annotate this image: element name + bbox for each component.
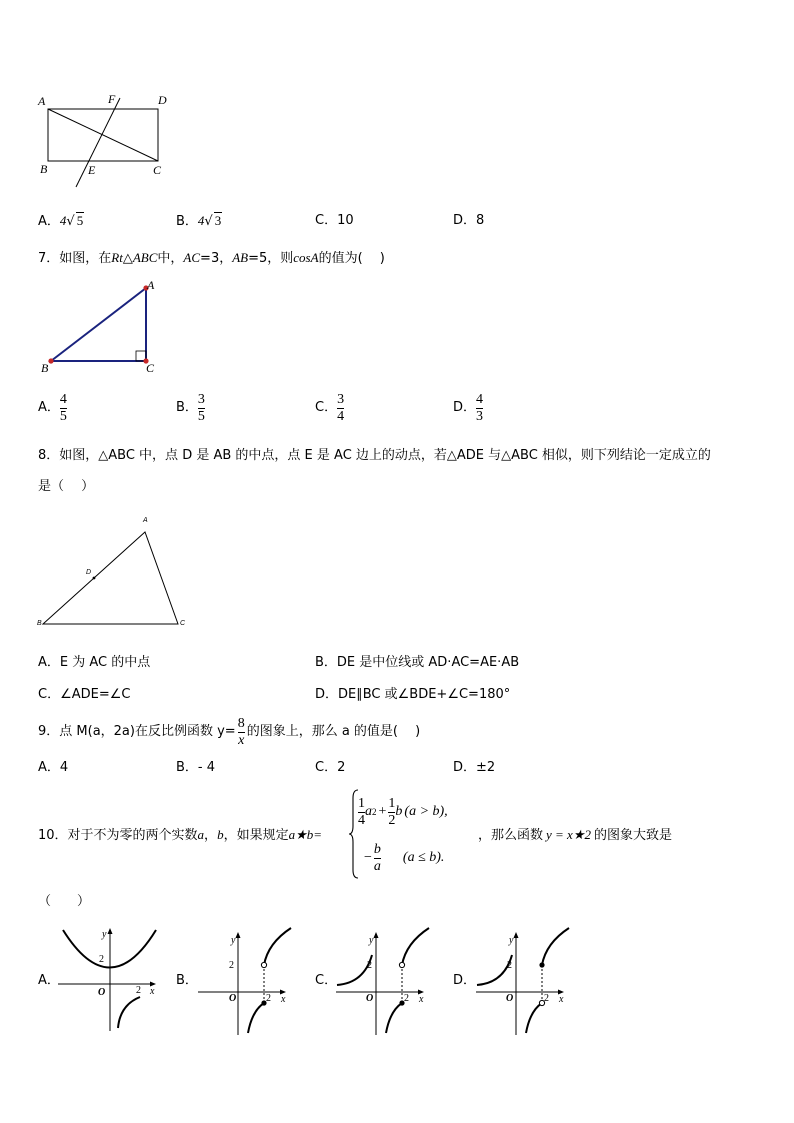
q8-stem-line1: 8．如图，△ABC 中，点 D 是 AB 的中点，点 E 是 AC 边上的动点，若△ADE 与△ABC 相似，则下列结论一定成立的 bbox=[38, 448, 711, 463]
q7-option-a[interactable]: A． $\frac{4}{5}$ bbox=[38, 391, 67, 424]
fraction: $\frac{8}{x}$ bbox=[237, 715, 245, 748]
label-E: E bbox=[88, 163, 96, 177]
label-A: A bbox=[143, 517, 148, 524]
q9-stem: 9．点 M(a，2a)在反比例函数 y= $\frac{8}{x}$ 的图象上，那么 a 的值是( ) bbox=[38, 715, 421, 748]
label-C: C bbox=[153, 163, 162, 177]
q10-option-b-label[interactable]: B． bbox=[176, 973, 198, 988]
q8-stem-line2: 是（ ） bbox=[38, 479, 95, 494]
y-tick-2: 2 bbox=[99, 954, 104, 965]
q8-option-b[interactable]: B．DE 是中位线或 AD·AC=AE·AB bbox=[315, 655, 520, 670]
q7-stem: 7．如图，在Rt△ABC中，AC=3，AB=5，则cosA的值为( ) bbox=[38, 250, 385, 266]
q7-option-c[interactable]: C． $\frac{3}{4}$ bbox=[315, 391, 345, 424]
axis-y-label: y bbox=[102, 929, 107, 940]
fraction: $\frac{4}{5}$ bbox=[59, 391, 67, 424]
origin-label: O bbox=[229, 993, 237, 1004]
axis-x-label: x bbox=[281, 994, 286, 1005]
q10-option-d-label[interactable]: D． bbox=[453, 973, 477, 988]
axis-y-label: y bbox=[369, 935, 374, 946]
x-tick-2: 2 bbox=[266, 993, 271, 1004]
label-F: F bbox=[108, 92, 116, 106]
q9-option-a[interactable]: A．4 bbox=[38, 760, 69, 775]
label-C: C bbox=[146, 361, 155, 375]
label-A: A bbox=[147, 278, 155, 292]
q8-option-a[interactable]: A．E 为 AC 的中点 bbox=[38, 655, 151, 670]
q7-option-b[interactable]: B． $\frac{3}{5}$ bbox=[176, 391, 205, 424]
y-tick-2: 2 bbox=[229, 960, 234, 971]
q6-option-c[interactable]: C．10 bbox=[315, 213, 354, 228]
graph-option-c[interactable] bbox=[334, 925, 434, 1037]
axis-y-label: y bbox=[509, 935, 514, 946]
x-tick-2: 2 bbox=[136, 985, 141, 996]
label-D: D bbox=[86, 569, 92, 576]
origin-label: O bbox=[98, 987, 106, 998]
axis-x-label: x bbox=[419, 994, 424, 1005]
label-B: B bbox=[40, 162, 48, 176]
origin-label: O bbox=[506, 993, 514, 1004]
sqrt-sign: √ bbox=[204, 214, 213, 229]
graph-option-b[interactable] bbox=[196, 925, 296, 1037]
triangle-figure bbox=[40, 525, 190, 630]
q7-option-d[interactable]: D． $\frac{4}{3}$ bbox=[453, 391, 484, 424]
x-tick-2: 2 bbox=[544, 993, 549, 1004]
x-tick-2: 2 bbox=[404, 993, 409, 1004]
graph-option-a[interactable] bbox=[58, 925, 163, 1033]
axis-y-label: y bbox=[231, 935, 236, 946]
y-tick-2: 2 bbox=[507, 960, 512, 971]
y-tick-2: 2 bbox=[367, 960, 372, 971]
q9-option-c[interactable]: C．2 bbox=[315, 760, 346, 775]
label-B: B bbox=[37, 620, 42, 627]
label-B: B bbox=[41, 361, 49, 375]
label-C: C bbox=[180, 620, 186, 627]
sqrt-sign: √ bbox=[66, 214, 75, 229]
graph-option-d[interactable] bbox=[474, 925, 574, 1037]
axis-x-label: x bbox=[559, 994, 564, 1005]
fraction: $\frac{4}{3}$ bbox=[476, 391, 484, 424]
label-D: D bbox=[158, 93, 167, 107]
axis-x-label: x bbox=[150, 986, 155, 997]
q10-paren: （ ） bbox=[38, 894, 91, 909]
label-A: A bbox=[38, 94, 46, 108]
q10-option-a-label[interactable]: A． bbox=[38, 973, 60, 988]
q6-option-d[interactable]: D．8 bbox=[453, 213, 485, 228]
piecewise-case-2: − $\frac{b}{a}$ (a ≤ b). bbox=[364, 841, 445, 874]
q10-option-c-label[interactable]: C． bbox=[315, 973, 338, 988]
origin-label: O bbox=[366, 993, 374, 1004]
fraction: $\frac{3}{5}$ bbox=[197, 391, 205, 424]
q8-option-d[interactable]: D．DE∥BC 或∠BDE+∠C=180° bbox=[315, 687, 511, 702]
q9-option-d[interactable]: D．±2 bbox=[453, 760, 496, 775]
q8-option-c[interactable]: C．∠ADE=∠C bbox=[38, 687, 131, 702]
fraction: $\frac{3}{4}$ bbox=[337, 391, 345, 424]
q9-option-b[interactable]: B．- 4 bbox=[176, 760, 216, 775]
piecewise-case-1: $\frac{1}{4}$ a 2 + $\frac{1}{2}$ b (a > b), bbox=[358, 795, 448, 828]
q6-option-b[interactable]: B．4√ 3 bbox=[176, 213, 222, 229]
q10-stem-end: ，那么函数 y = x★2 的图象大致是 bbox=[478, 827, 672, 843]
q10-stem-start: 10．对于不为零的两个实数a，b，如果规定a★b= bbox=[38, 827, 323, 843]
q6-option-a[interactable]: A．4√ 5 bbox=[38, 213, 84, 229]
